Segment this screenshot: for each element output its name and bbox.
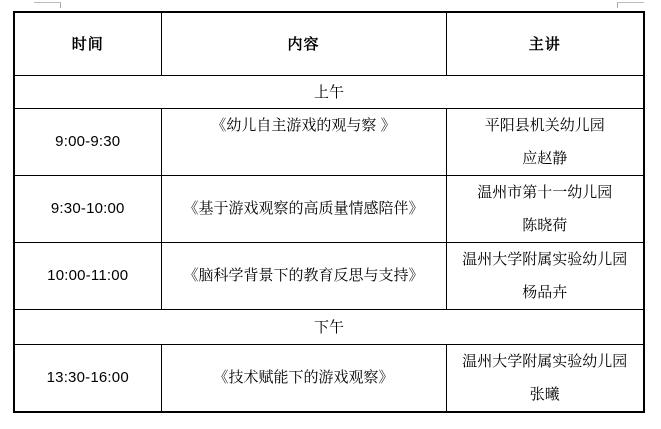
speaker-name: 应赵静	[522, 149, 568, 167]
session-time: 9:00-9:30	[14, 108, 161, 175]
session-time: 13:30-16:00	[14, 344, 161, 412]
session-speaker	[446, 344, 644, 412]
section-row-afternoon	[14, 309, 644, 344]
session-topic: 《技术赋能下的游戏观察》	[161, 344, 446, 412]
session-speaker	[446, 242, 644, 309]
speaker-organization: 平阳县机关幼儿园	[484, 116, 605, 134]
column-header-speaker: 主讲	[446, 12, 644, 75]
session-speaker	[446, 108, 644, 175]
margin-crop-mark-right	[617, 2, 644, 8]
speaker-name: 陈晓荷	[522, 216, 568, 234]
session-speaker	[446, 175, 644, 242]
section-label-morning: 上午	[14, 75, 644, 108]
speaker-name: 张曦	[529, 385, 560, 403]
section-row-morning	[14, 75, 644, 108]
session-topic: 《基于游戏观察的高质量情感陪伴》	[161, 175, 446, 242]
speaker-organization: 温州大学附属实验幼儿园	[462, 352, 628, 370]
table-row	[14, 108, 644, 175]
session-topic: 《幼儿自主游戏的观与察 》	[161, 108, 446, 175]
table-row	[14, 344, 644, 412]
speaker-organization: 温州大学附属实验幼儿园	[462, 250, 628, 268]
session-topic: 《脑科学背景下的教育反思与支持》	[161, 242, 446, 309]
session-time: 9:30-10:00	[14, 175, 161, 242]
table-header-row	[14, 12, 644, 75]
schedule-table	[13, 11, 645, 413]
section-label-afternoon: 下午	[14, 309, 644, 344]
column-header-content: 内容	[161, 12, 446, 75]
column-header-time: 时间	[14, 12, 161, 75]
table-row	[14, 242, 644, 309]
session-time: 10:00-11:00	[14, 242, 161, 309]
margin-crop-mark-left	[34, 2, 61, 8]
table-row	[14, 175, 644, 242]
speaker-name: 杨品卉	[522, 283, 568, 301]
speaker-organization: 温州市第十一幼儿园	[477, 183, 613, 201]
